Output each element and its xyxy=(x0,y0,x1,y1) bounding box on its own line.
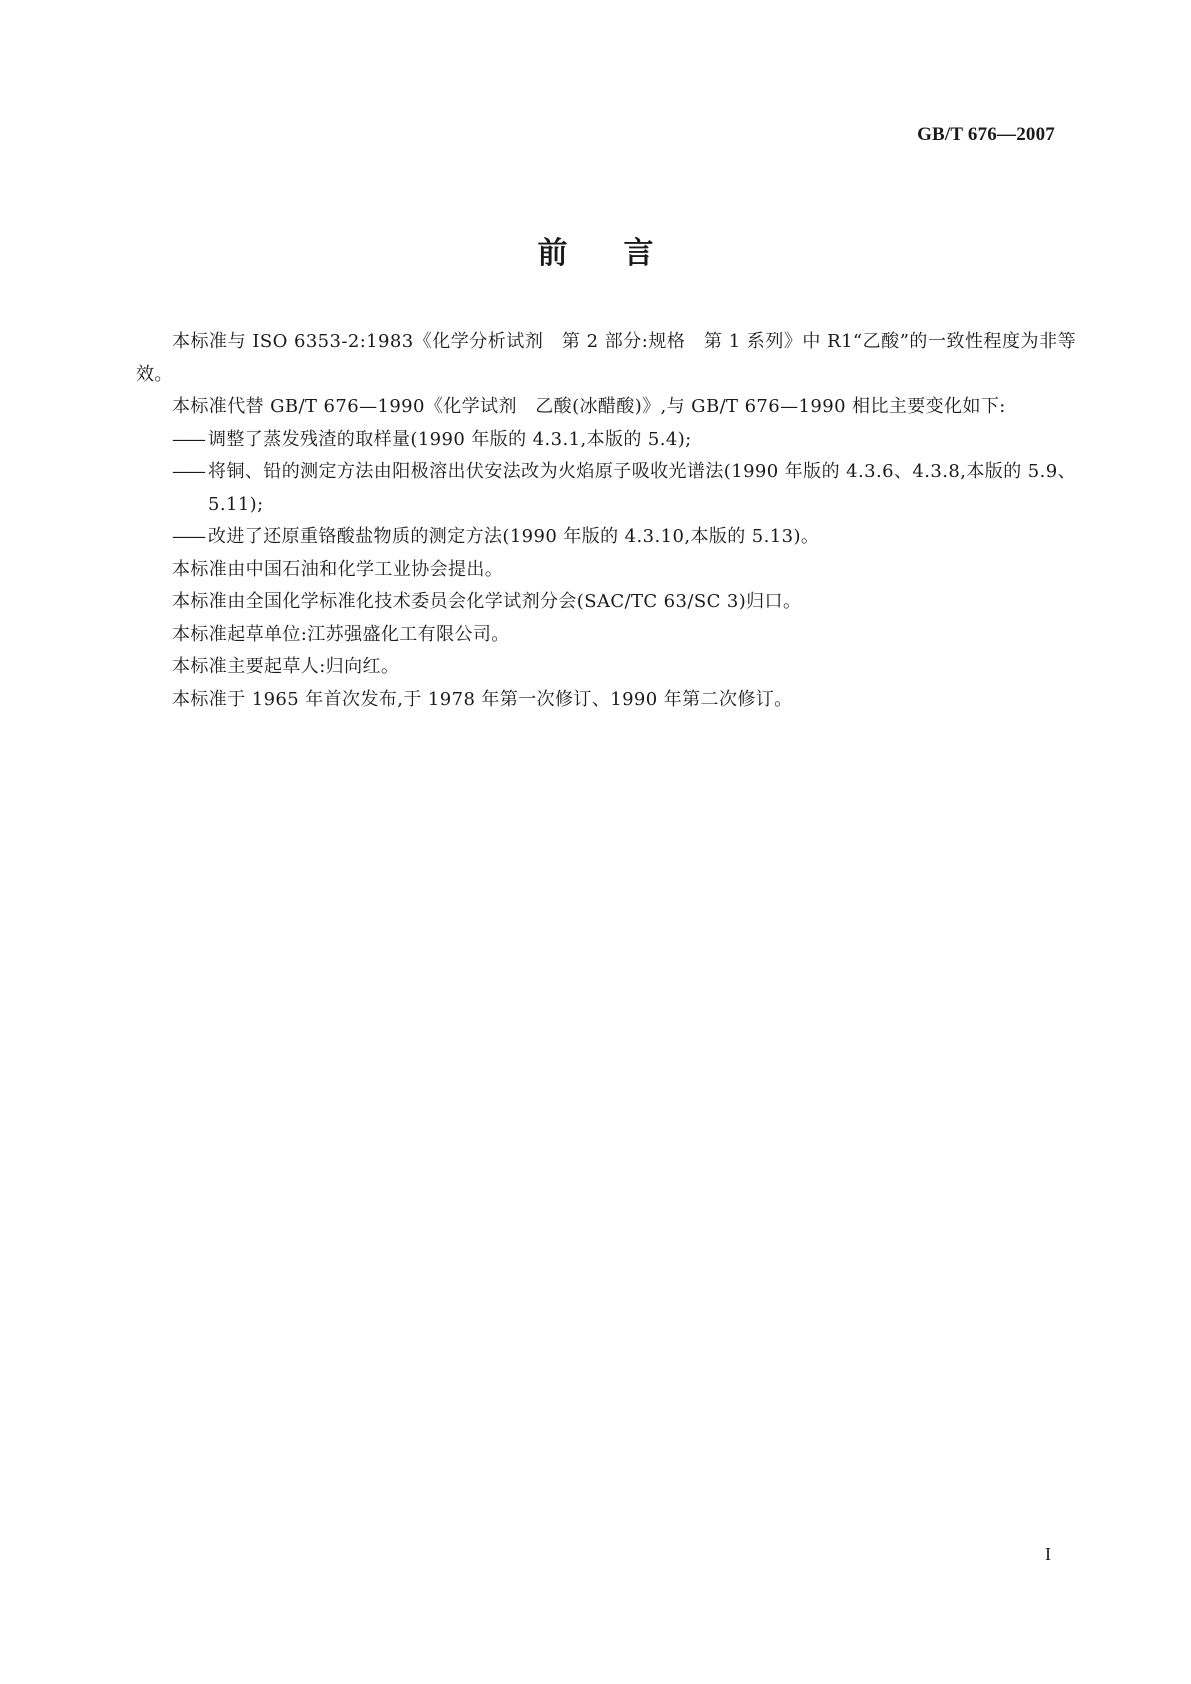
paragraph-committee: 本标准由全国化学标准化技术委员会化学试剂分会(SAC/TC 63/SC 3)归口。 xyxy=(172,591,802,612)
change-item xyxy=(136,521,1076,554)
dash-marker: —— xyxy=(172,428,204,450)
dash-marker: —— xyxy=(172,461,204,482)
change-text: 改进了还原重铬酸盐物质的测定方法(1990 年版的 4.3.10,本版的 5.13)。 xyxy=(208,526,820,547)
paragraph-proposer: 本标准由中国石油和化学工业协会提出。 xyxy=(172,558,504,580)
document-code: GB/T 676—2007 xyxy=(917,124,1055,145)
paragraph-replacement: 本标准代替 GB/T 676—1990《化学试剂 乙酸(冰醋酸)》,与 GB/T 676—1990 相比主要变化如下: xyxy=(172,396,1006,417)
page-title: 前言 xyxy=(537,236,710,271)
paragraph-history: 本标准于 1965 年首次发布,于 1978 年第一次修订、1990 年第二次修订。 xyxy=(172,688,793,710)
paragraph-drafting-unit: 本标准起草单位:江苏强盛化工有限公司。 xyxy=(172,623,510,645)
dash-marker: —— xyxy=(172,526,204,547)
change-text: 调整了蒸发残渣的取样量(1990 年版的 4.3.1,本版的 5.4); xyxy=(208,428,692,450)
change-item xyxy=(136,456,1076,521)
change-text: 将铜、铅的测定方法由阳极溶出伏安法改为火焰原子吸收光谱法(1990 年版的 4.3.6、4.3.8,本版的 5.9、5.11); xyxy=(208,461,1076,515)
change-item xyxy=(136,424,1076,457)
paragraph-drafters: 本标准主要起草人:归向红。 xyxy=(172,656,400,677)
paragraph-equivalence: 本标准与 ISO 6353-2:1983《化学分析试剂 第 2 部分:规格 第 1 系列》中 R1“乙酸”的一致性程度为非等效。 xyxy=(136,331,1076,385)
foreword-body xyxy=(136,326,1076,716)
page-number: I xyxy=(1045,1544,1051,1564)
